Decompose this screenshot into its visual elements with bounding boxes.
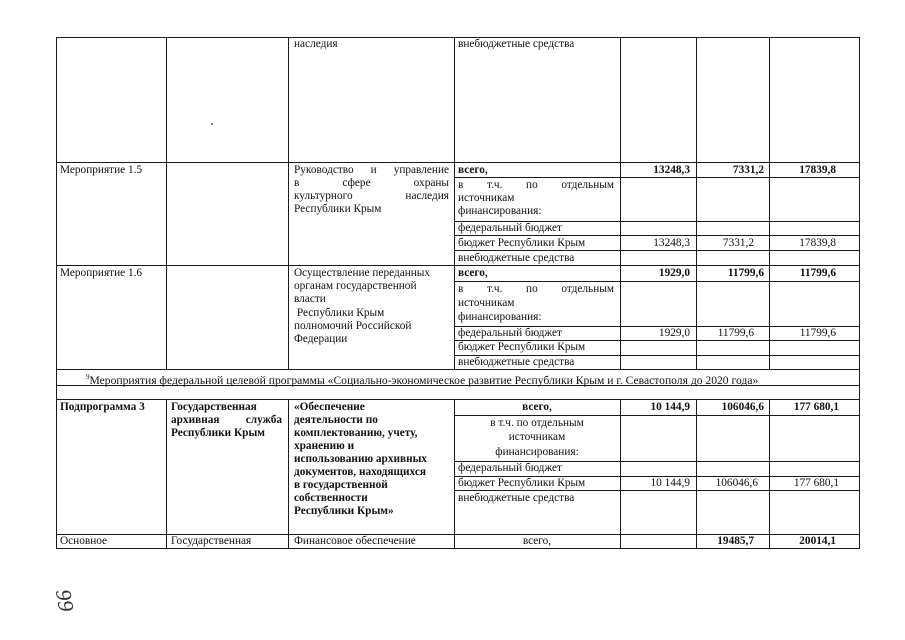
cell-text: финансирования: [458, 311, 542, 323]
row-divider [56, 265, 860, 266]
cell-text: Государственная [171, 401, 257, 413]
row-divider [454, 281, 860, 282]
cell-text: Республики Крым [294, 203, 382, 215]
cell-text: Республики Крым [171, 427, 265, 439]
scan-speck [211, 123, 213, 125]
row-divider [56, 369, 860, 370]
value-cell: 19485,7 [717, 535, 754, 547]
cell-text: культурного наследия [294, 190, 449, 202]
row-label: Основное [60, 535, 108, 547]
col-divider [769, 37, 770, 369]
cell-text: источникам [458, 297, 515, 309]
col-divider [696, 399, 697, 548]
col-divider [620, 399, 621, 548]
value-cell: 11799,6 [727, 267, 764, 279]
value-cell: 1929,0 [658, 327, 690, 339]
cell-text: Федерации [294, 333, 348, 345]
cell-text: внебюджетные средства [458, 492, 575, 504]
row-divider [454, 415, 860, 416]
cell-text: хранению и [294, 440, 355, 452]
row-divider [56, 162, 860, 163]
col-divider [454, 37, 455, 369]
cell-text: в сфере охраны [294, 177, 449, 189]
cell-text: федеральный бюджет [458, 462, 562, 474]
cell-text: всего, [522, 535, 552, 547]
value-cell: 11799,6 [799, 267, 836, 279]
cell-text: документов, находящихся [294, 466, 426, 478]
cell-text: источникам [508, 431, 566, 443]
table-border-bottom [56, 548, 860, 549]
value-cell: 10 144,9 [650, 401, 690, 413]
row-divider [454, 177, 860, 178]
cell-text: федеральный бюджет [458, 222, 562, 234]
col-divider [696, 37, 697, 369]
value-cell: 13248,3 [653, 164, 690, 176]
col-divider [288, 37, 289, 369]
cell-text: всего, [522, 401, 552, 413]
value-cell: 7331,2 [732, 164, 764, 176]
value-cell: 11799,6 [799, 327, 836, 339]
value-cell: 10 144,9 [650, 477, 690, 489]
value-cell: 11799,6 [717, 327, 754, 339]
value-cell: 106046,6 [721, 401, 764, 413]
cell-text: федеральный бюджет [458, 327, 562, 339]
cell-text: использованию архивных [294, 453, 428, 465]
row-divider [56, 399, 860, 400]
col-divider [166, 399, 167, 548]
row-label: Подпрограмма 3 [60, 401, 145, 413]
footnote-mark: 9 [86, 373, 90, 381]
footnote-text: Мероприятия федеральной целевой программы «Социально-экономическое развитие Республики Крым и г. Севастополя до 2020 года» [89, 373, 759, 387]
cell-text: Руководство и управление [294, 164, 449, 176]
cell-text: наследия [294, 38, 338, 50]
cell-text: всего, [458, 267, 488, 279]
cell-text: бюджет Республики Крым [458, 477, 586, 489]
value-cell: 17839,8 [799, 237, 836, 249]
cell-text: архивная служба [171, 414, 282, 426]
footnote [86, 371, 758, 387]
cell-text: бюджет Республики Крым [458, 341, 586, 353]
cell-text: финансирования: [495, 446, 579, 458]
cell-text: бюджет Республики Крым [458, 237, 586, 249]
row-divider [454, 250, 860, 251]
col-divider [288, 399, 289, 548]
row-label: Мероприятие 1.6 [60, 267, 143, 279]
cell-text: деятельности по [294, 414, 378, 426]
cell-text: источникам [458, 192, 515, 204]
col-divider [769, 399, 770, 548]
value-cell: 13248,3 [653, 237, 690, 249]
col-divider [166, 37, 167, 369]
cell-text: Финансовое обеспечение [294, 535, 416, 547]
row-divider [454, 490, 860, 491]
row-label: Мероприятие 1.5 [60, 164, 143, 176]
value-cell: 7331,2 [722, 237, 754, 249]
cell-text: Республики Крым [294, 307, 385, 319]
cell-text: внебюджетные средства [458, 38, 575, 50]
cell-text: полномочий Российской [294, 320, 412, 332]
col-divider [620, 37, 621, 369]
value-cell: 17839,8 [799, 164, 836, 176]
cell-text: в т.ч. по отдельным [490, 417, 584, 429]
value-cell: 20014,1 [799, 535, 836, 547]
cell-text: в т.ч. по отдельным [458, 179, 614, 191]
cell-text: в государственной [294, 479, 388, 491]
cell-text: Осуществление переданных [294, 267, 431, 279]
cell-text: внебюджетные средства [458, 356, 575, 368]
cell-text: комплектованию, учету, [294, 427, 418, 439]
table-border-left [56, 37, 57, 548]
cell-text: «Обеспечение [294, 401, 365, 413]
value-cell: 1929,0 [658, 267, 690, 279]
cell-text: всего, [458, 164, 488, 176]
cell-text: финансирования: [458, 205, 542, 217]
cell-text: собственности [294, 492, 368, 504]
row-divider [454, 235, 860, 236]
cell-text: внебюджетные средства [458, 252, 575, 264]
cell-text: органам государственной [294, 280, 417, 292]
value-cell: 177 680,1 [793, 401, 839, 413]
cell-text: Государственная [171, 535, 252, 547]
page-number: 66 [50, 588, 79, 615]
table-border-right [859, 37, 860, 548]
cell-text: власти [294, 293, 326, 305]
cell-text: Республики Крым» [294, 505, 394, 517]
cell-text: в т.ч. по отдельным [458, 283, 614, 295]
value-cell: 106046,6 [715, 477, 758, 489]
value-cell: 177 680,1 [793, 477, 839, 489]
